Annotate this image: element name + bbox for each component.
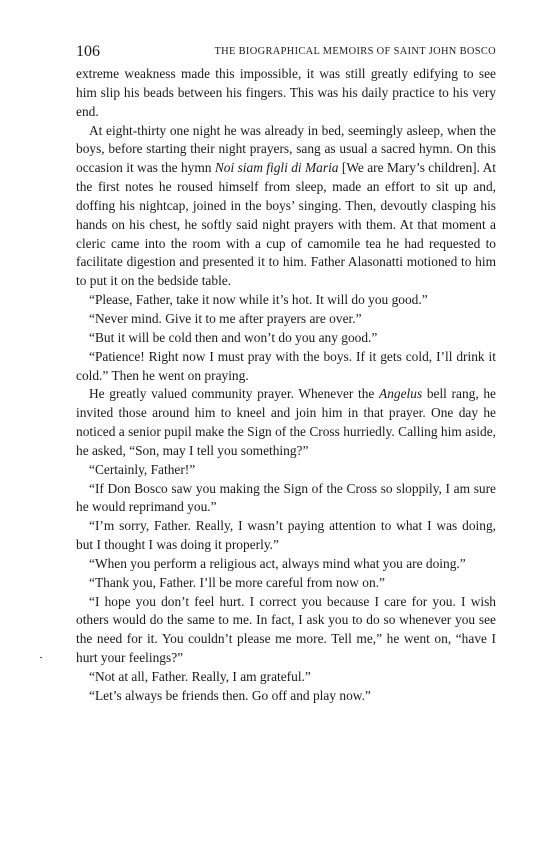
- hymn-title: Noi siam figli di Maria: [214, 160, 339, 176]
- angelus-term: Angelus: [379, 386, 423, 402]
- page-number: 106: [76, 43, 100, 60]
- dialogue-line: “When you perform a religious act, always mind what you are doing.”: [89, 555, 466, 571]
- dialogue-line: “Thank you, Father. I’ll be more careful from now on.”: [89, 574, 385, 590]
- dialogue-line: “But it will be cold then and won’t do you any good.”: [89, 329, 378, 345]
- dialogue-line: “Please, Father, take it now while it’s hot. It will do you good.”: [89, 292, 428, 308]
- dialogue-line: “Certainly, Father!”: [89, 461, 196, 477]
- dialogue-line: “If Don Bosco saw you making the Sign of the Cross so sloppily, I am sure he would reprimand you.”: [76, 480, 496, 515]
- dialogue-line: “Patience! Right now I must pray with the boys. If it gets cold, I’ll drink it cold.” Then he went on praying.: [76, 348, 496, 383]
- body-text: [76, 65, 496, 706]
- paragraph: At eight-thirty one night he was already in bed, seemingly asleep, when the boys, before starting their night prayers, sang as usual a sacred hymn. On this occasion it was the hymn Noi siam figli di Maria [We are Mary’s children]. At the first notes he roused himself from sleep, made an effort to sit up and, doffing his nightcap, joined in the boys’ singing. Then, devoutly clasping his hands on his chest, he softly said night prayers with them. At that moment a cleric came into the room with a cup of camomile tea he had requested to facilitate digestion and presented it to him. Father Alasonatti motioned to him to put it on the bedside table.: [76, 122, 496, 289]
- paragraph: He greatly valued community prayer. Whenever the Angelus bell rang, he invited those around him to kneel and join him in that prayer. One day he noticed a senior pupil make the Sign of the Cross hurriedly. Calling him aside, he asked, “Son, may I tell you something?”: [76, 386, 496, 458]
- paragraph: extreme weakness made this impossible, it was still greatly edifying to see him slip his beads between his fingers. This was his daily practice to his very end.: [76, 66, 496, 119]
- dialogue-line: “Never mind. Give it to me after prayers are over.”: [89, 310, 362, 326]
- dialogue-line: “I hope you don’t feel hurt. I correct you because I care for you. I wish others would do the same to me. In fact, I ask you to do so whenever you see the need for it. You couldn’t please me more. Tell me,” he went on, “have I hurt your feelings?”: [76, 593, 496, 666]
- page-header: [76, 42, 496, 62]
- dialogue-line: “Let’s always be friends then. Go off and play now.”: [89, 687, 371, 703]
- dialogue-line: “I’m sorry, Father. Really, I wasn’t paying attention to what I was doing, but I thought I was doing it properly.”: [76, 518, 496, 553]
- margin-speck: [40, 657, 42, 658]
- dialogue-line: “Not at all, Father. Really, I am grateful.”: [89, 669, 311, 684]
- running-head: THE BIOGRAPHICAL MEMOIRS OF SAINT JOHN BOSCO: [214, 46, 496, 57]
